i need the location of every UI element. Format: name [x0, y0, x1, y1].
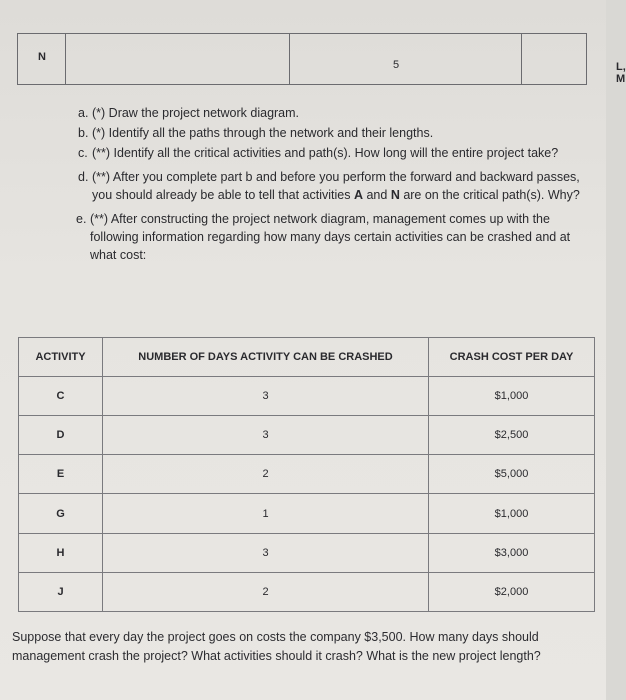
days-cell: 3: [103, 533, 429, 572]
top-cell-activity: [18, 34, 66, 84]
question-c: [78, 144, 572, 162]
final-question: Suppose that every day the project goes on costs the company $3,500. How many days should management crash the project? What activities should it crash? What is the new project length?: [12, 630, 541, 663]
question-c-text: (**) Identify all the critical activities and path(s). How long will the entire project take?: [92, 146, 559, 160]
table-row: [19, 494, 595, 533]
question-e-text: (**) After constructing the project network diagram, management comes up with the following information regarding how many days certain activities can be crashed and at what cost:: [90, 212, 571, 262]
question-b-text: (*) Identify all the paths through the network and their lengths.: [92, 126, 434, 140]
days-cell: 2: [103, 572, 429, 611]
cost-cell: $1,000: [429, 494, 595, 533]
question-a-label: a.: [78, 106, 89, 120]
activity-cell: J: [19, 572, 103, 611]
question-list: [78, 104, 598, 270]
top-cell-predecessors: [522, 34, 626, 85]
top-cell-activity-text: N: [38, 51, 46, 63]
cost-cell: $5,000: [429, 455, 595, 494]
header-crash-cost: CRASH COST PER DAY: [429, 338, 595, 377]
table-row: [19, 533, 595, 572]
days-cell: 1: [103, 494, 429, 533]
header-days-crashable: NUMBER OF DAYS ACTIVITY CAN BE CRASHED: [103, 338, 429, 377]
precedence-table-fragment: [17, 33, 626, 85]
question-b-label: b.: [78, 126, 89, 140]
table-row: [19, 572, 595, 611]
activity-cell: D: [19, 416, 103, 455]
question-a: [78, 104, 598, 122]
question-e-label: e.: [76, 212, 87, 226]
top-cell-duration-text: 5: [393, 59, 400, 71]
question-d-text-before: (**) After you complete part b and before you perform the forward and backward passes, you should already be able to tell that activities: [92, 170, 580, 202]
top-cell-predecessors-text: L, M: [616, 61, 626, 85]
cost-cell: $3,000: [429, 533, 595, 572]
cost-cell: $1,000: [429, 377, 595, 416]
cost-cell: $2,500: [429, 416, 595, 455]
crash-cost-table: [18, 337, 595, 612]
activity-cell: G: [19, 494, 103, 533]
days-cell: 2: [103, 455, 429, 494]
question-b: [78, 124, 598, 142]
question-d-text-after: are on the critical path(s). Why?: [399, 188, 580, 202]
top-cell-duration: [290, 34, 522, 84]
question-d-activity-a: A: [353, 188, 363, 202]
question-d-activity-n: N: [390, 188, 400, 202]
question-d-text-mid: and: [363, 188, 391, 202]
question-a-text: (*) Draw the project network diagram.: [92, 106, 300, 120]
question-e: [76, 210, 586, 264]
table-row: [19, 377, 595, 416]
table-row: [19, 455, 595, 494]
crash-table-header-row: [19, 338, 595, 377]
activity-cell: C: [19, 377, 103, 416]
days-cell: 3: [103, 416, 429, 455]
top-cell-blank: [66, 34, 290, 84]
days-cell: 3: [103, 377, 429, 416]
activity-cell: E: [19, 455, 103, 494]
question-d-label: d.: [78, 170, 89, 184]
header-activity: ACTIVITY: [19, 338, 103, 377]
cost-cell: $2,000: [429, 572, 595, 611]
activity-cell: H: [19, 533, 103, 572]
question-d: [78, 168, 592, 204]
table-row: [19, 416, 595, 455]
question-c-label: c.: [78, 146, 88, 160]
